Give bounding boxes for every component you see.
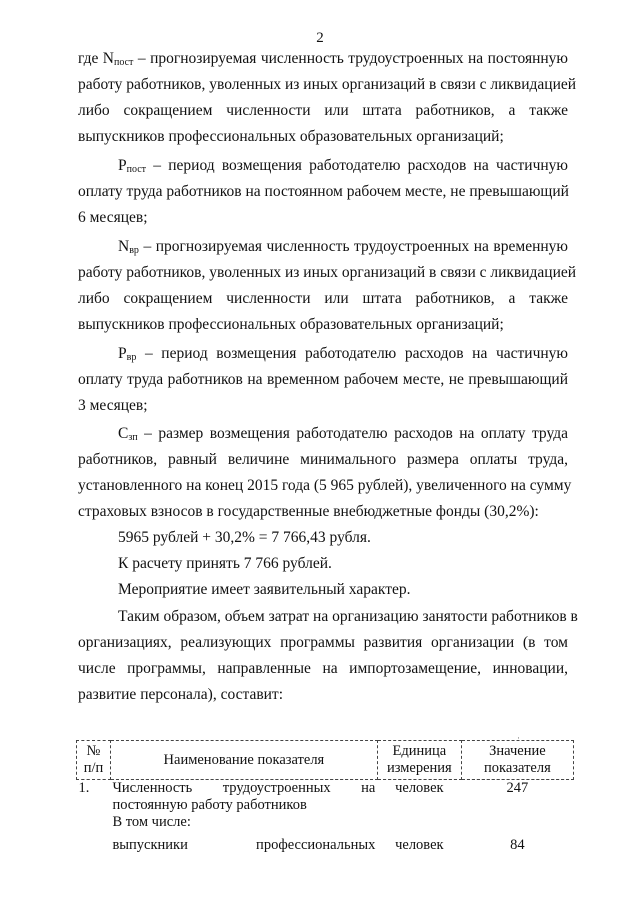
formula-line: 5965 рублей + 30,2% = 7 766,43 рубля. (118, 529, 371, 546)
text-line: оплату труда работников на временном рабочем месте, не превышающий (78, 371, 568, 388)
row-name: выпускники профессиональных (112, 837, 376, 853)
text-line: организациях, реализующих программы развития организации (в том (78, 634, 568, 651)
text-line: работу работников, уволенных из иных организаций в связи с ликвидацией (78, 264, 577, 281)
text-line: страховых взносов в государственные внебюджетные фонды (30,2%): (78, 503, 539, 520)
text-line: $N_{вр}$ – прогнозируемая численность трудоустроенных на временную (118, 238, 568, 256)
text-line: Мероприятие имеет заявительный характер. (118, 581, 411, 598)
text-line: развитие персонала), составит: (78, 686, 284, 703)
text-line: выпускников профессиональных образовательных организаций; (78, 316, 504, 333)
row-unit (377, 814, 461, 831)
text-line: либо сокращением численности или штата работников, а также (78, 102, 568, 119)
text-line: где $N_{пост}$ – прогнозируемая численность трудоустроенных на постоянную (78, 50, 568, 68)
table-row (77, 814, 574, 831)
text-line: установленного на конец 2015 года (5 965 рублей), увеличенного на сумму (78, 477, 572, 494)
text-line: оплату труда работников на постоянном рабочем месте, не превышающий (78, 183, 569, 200)
header-num: № п/п (77, 741, 111, 780)
text-line: $P_{вр}$ – период возмещения работодателю расходов на частичную (118, 345, 568, 363)
table-header-row (77, 741, 574, 780)
row-name: Численность трудоустроенных на постоянную работу работников (112, 780, 376, 813)
row-num: 1. (78, 780, 90, 796)
text-line: $P_{пост}$ – период возмещения работодателю расходов на частичную (118, 157, 568, 175)
row-value: 84 (510, 837, 525, 853)
text-line: Таким образом, объем затрат на организацию занятости работников в (118, 608, 578, 625)
row-name: В том числе: (112, 814, 191, 830)
text-line: 3 месяцев; (78, 397, 148, 414)
header-name: Наименование показателя (110, 741, 377, 780)
text-line: выпускников профессиональных образовательных организаций; (78, 128, 504, 145)
text-line: 6 месяцев; (78, 209, 148, 226)
text-line: либо сокращением численности или штата работников, а также (78, 290, 568, 307)
row-value: 247 (506, 780, 529, 796)
row-value (461, 814, 573, 831)
table-row (77, 831, 574, 854)
scan-mark: · (517, 733, 520, 743)
table-row (77, 780, 574, 815)
text-line: числе программы, направленные на импортозамещение, инновации, (78, 660, 568, 677)
text-line: работу работников, уволенных из иных организаций в связи с ликвидацией (78, 76, 577, 93)
text-line: работников, равный величине минимального размера оплаты труда, (78, 451, 568, 468)
text-line: К расчету принять 7 766 рублей. (118, 555, 332, 572)
page-number: 2 (316, 30, 324, 46)
header-unit: Единица измерения (377, 741, 461, 780)
row-num (77, 814, 111, 831)
row-unit: человек (395, 780, 444, 796)
indicators-table (76, 740, 574, 854)
row-num (77, 831, 111, 854)
row-unit: человек (395, 837, 444, 853)
text-line: $C_{зп}$ – размер возмещения работодателю расходов на оплату труда (118, 425, 568, 443)
header-value: Значение показателя (461, 741, 573, 780)
